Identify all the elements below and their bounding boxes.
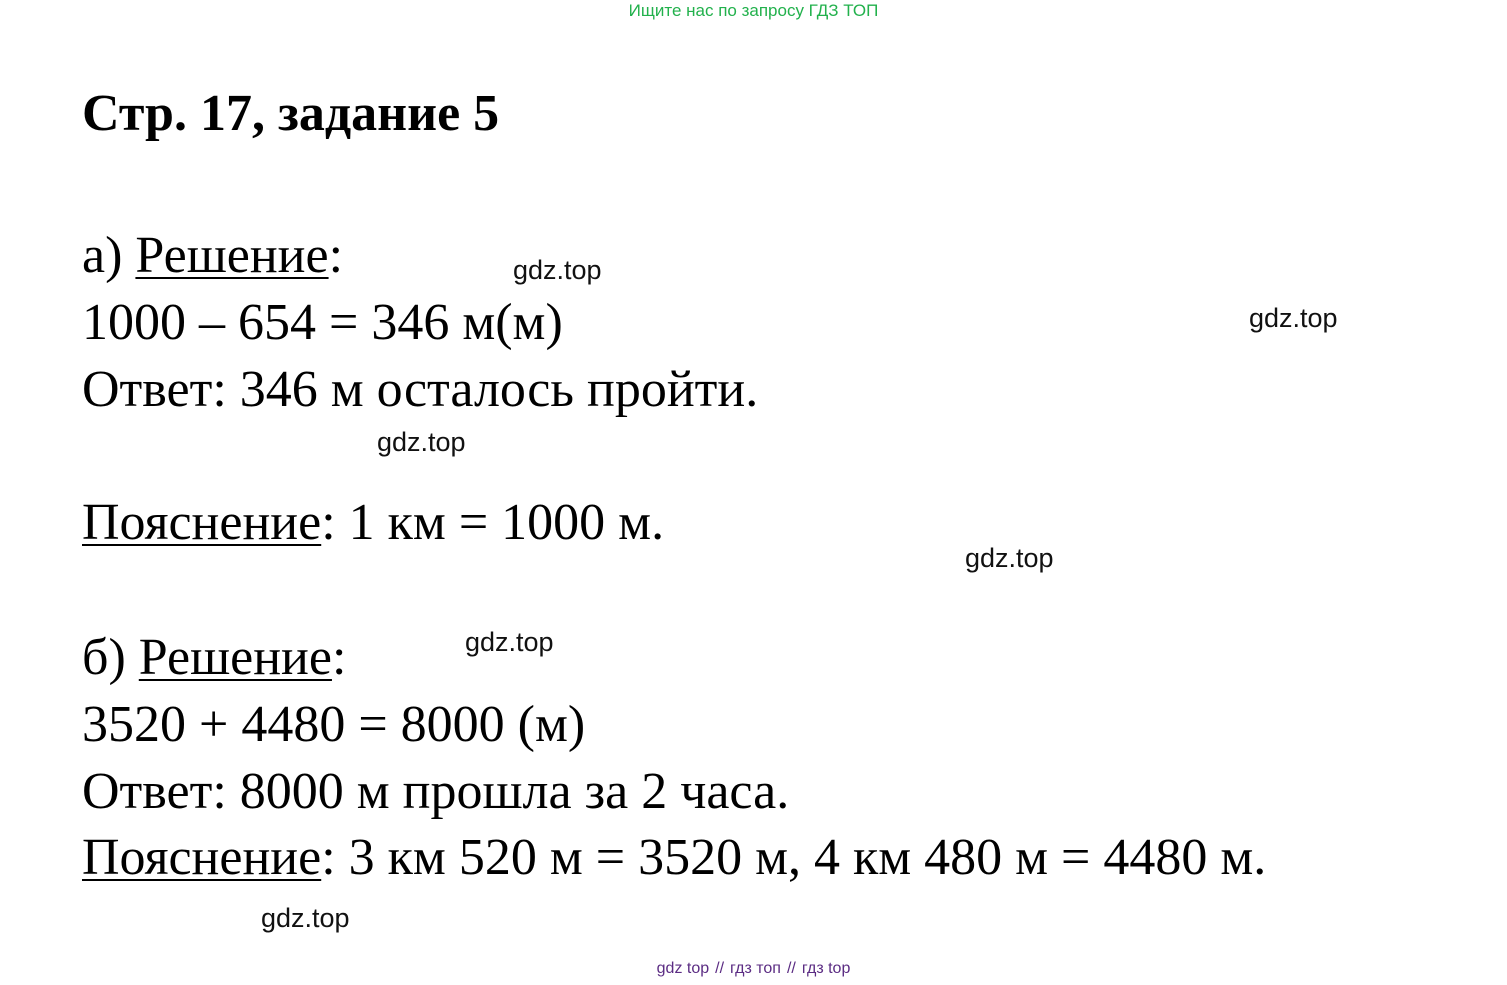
footer-link-gdz-top[interactable]: gdz top	[656, 960, 710, 977]
part-a-equation: 1000 – 654 = 346 м(м)	[82, 294, 563, 351]
part-b-explanation	[82, 829, 1267, 886]
footer-links	[0, 960, 1507, 978]
watermark: gdz.top	[377, 427, 466, 457]
part-b-equation: 3520 + 4480 = 8000 (м)	[82, 696, 586, 753]
part-b-solution-heading	[82, 629, 347, 686]
footer-link-gdz-top-mixed[interactable]: гдз top	[801, 960, 851, 977]
part-a-colon: :	[328, 227, 344, 284]
page-title: Стр. 17, задание 5	[82, 85, 500, 142]
watermark: gdz.top	[261, 903, 350, 933]
watermark: gdz.top	[513, 255, 602, 285]
part-b-explanation-label: Пояснение	[82, 829, 322, 886]
footer-separator: //	[715, 960, 725, 977]
part-b-answer: Ответ: 8000 м прошла за 2 часа.	[82, 763, 790, 820]
part-b-colon: :	[331, 629, 347, 686]
part-a-prefix: а)	[82, 227, 136, 284]
top-banner: Ищите нас по запросу ГДЗ ТОП	[628, 1, 879, 20]
part-a-explanation	[82, 494, 665, 551]
part-a-explanation-label: Пояснение	[82, 494, 322, 551]
part-a-answer: Ответ: 346 м осталось пройти.	[82, 361, 759, 418]
footer-separator: //	[786, 960, 796, 977]
watermark: gdz.top	[1249, 303, 1338, 333]
part-b-solution-label: Решение	[138, 629, 332, 686]
part-a-explanation-text: : 1 км = 1000 м.	[321, 494, 665, 551]
watermark: gdz.top	[965, 543, 1054, 573]
part-a-solution-label: Решение	[135, 227, 329, 284]
watermark: gdz.top	[465, 627, 554, 657]
part-b-explanation-text: : 3 км 520 м = 3520 м, 4 км 480 м = 4480 м.	[321, 829, 1267, 886]
footer-link-gdz-top-ru[interactable]: гдз топ	[730, 960, 781, 977]
part-a-solution-heading	[82, 227, 344, 284]
part-b-prefix: б)	[82, 629, 139, 686]
